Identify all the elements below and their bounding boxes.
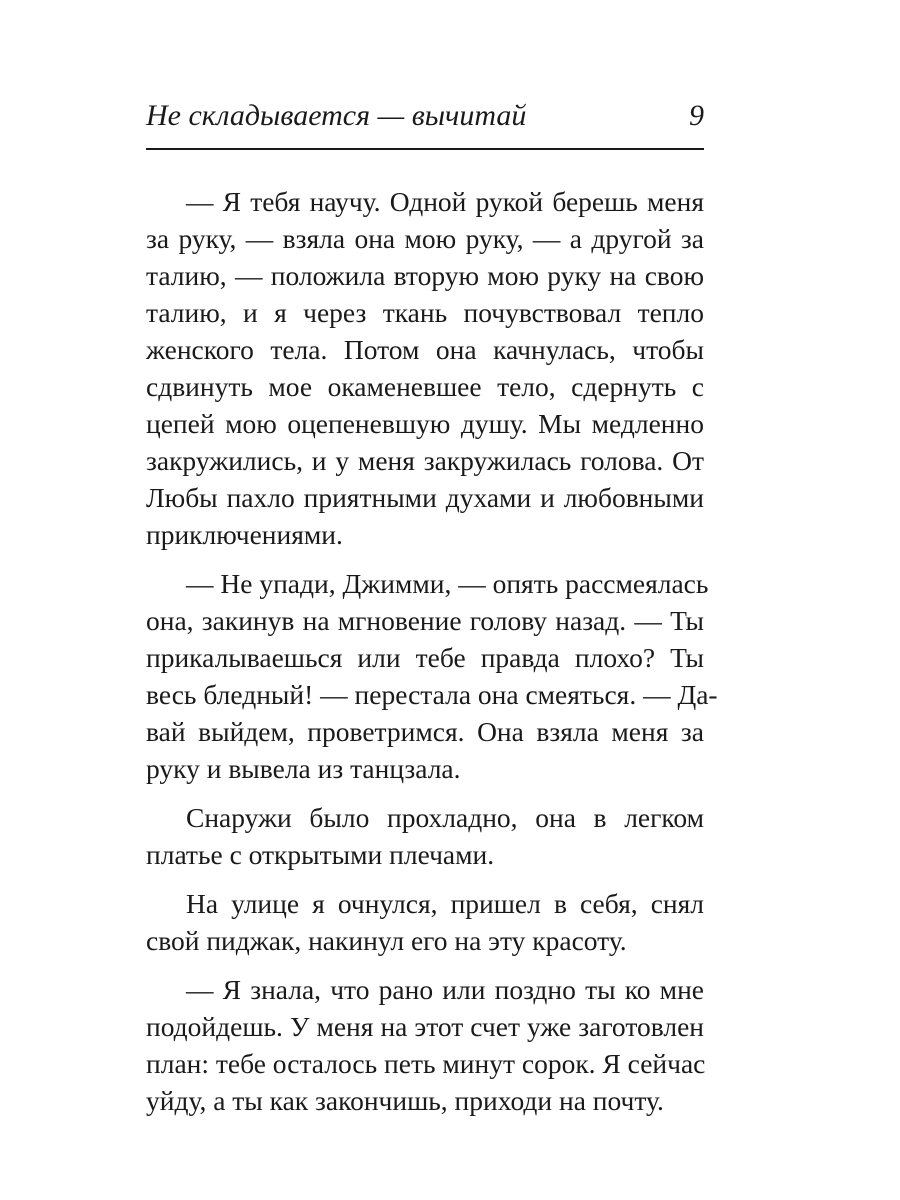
page-number: 9 [689,99,704,132]
text-line: талию, и я через ткань почувствовал тепло [146,297,704,328]
text-line: На улице я очнулся, пришел в себя, снял [186,888,704,919]
text-line: подойдешь. У меня на этот счет уже заготовлен [146,1011,704,1042]
text-line: Любы пахло приятными духами и любовными [146,482,704,513]
text-line: Снаружи было прохладно, она в легком [186,802,704,833]
text-line: — Не упади, Джимми, — опять рассмеялась [186,568,709,599]
paragraph-gap [146,553,704,565]
text-line: уйду, а ты как закончишь, приходи на почту. [146,1085,664,1116]
text-line: приключениями. [146,519,343,550]
text-line: сдвинуть мое окаменевшее тело, сдернуть с [146,371,704,402]
paragraph-gap [146,787,704,799]
body-text [146,183,718,1119]
text-line: прикалываешься или тебе правда плохо? Ты [146,642,704,673]
text-line: — Я тебя научу. Одной рукой берешь меня [186,186,704,217]
text-line: за руку, — взяла она мою руку, — а другой за [146,223,704,254]
text-line: свой пиджак, накинул его на эту красоту. [146,925,627,956]
text-line: весь бледный! — перестала она смеяться. — Да- [146,679,718,710]
paragraph-gap [146,873,704,885]
header-rule [146,148,704,150]
text-line: она, закинув на мгновение голову назад. — Ты [146,605,704,636]
running-header [146,96,704,136]
text-line: — Я знала, что рано или поздно ты ко мне [186,974,704,1005]
paragraph-gap [146,959,704,971]
text-line: закружились, и у меня закружилась голова. От [146,445,704,476]
text-line: руку и вывела из танцзала. [146,753,461,784]
text-line: цепей мою оцепеневшую душу. Мы медленно [146,408,704,439]
text-line: женского тела. Потом она качнулась, чтобы [146,334,704,365]
text-line: план: тебе осталось петь минут сорок. Я сейчас [146,1048,706,1079]
running-header-title: Не складывается — вычитай [146,99,527,132]
text-line: платье с открытыми плечами. [146,839,495,870]
text-line: талию, — положила вторую мою руку на свою [146,260,704,291]
text-line: вай выйдем, проветримся. Она взяла меня за [146,716,704,747]
